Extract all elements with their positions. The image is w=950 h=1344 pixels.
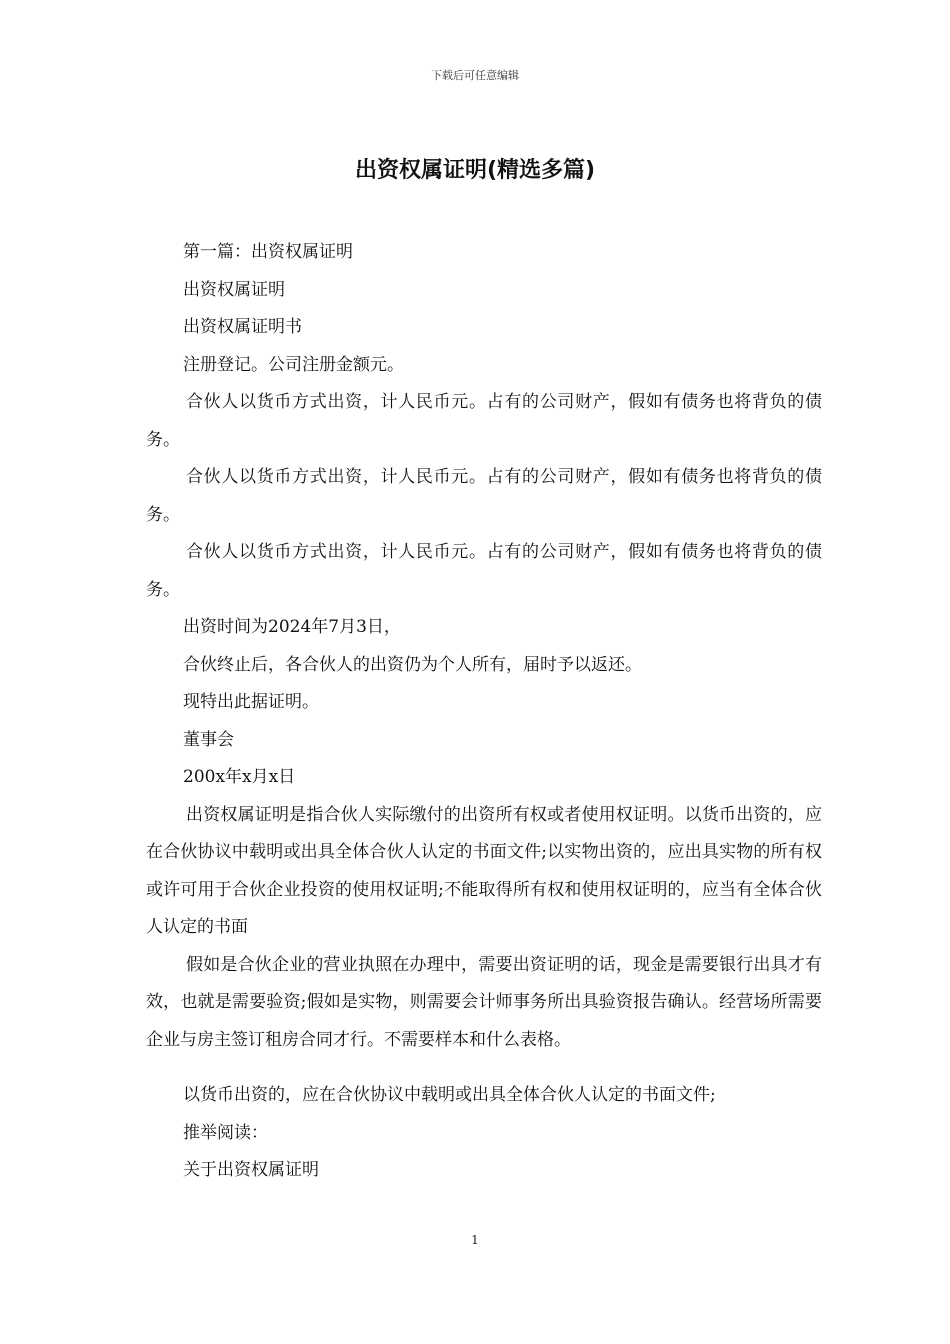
text-line: 以货币出资的，应在合伙协议中载明或出具全体合伙人认定的书面文件; (183, 1085, 716, 1105)
paragraph: 合伙人以货币方式出资，计人民币元。占有的公司财产，假如有债务也将背负的债务。 (146, 542, 822, 600)
date-line: 200x年x月x日 (183, 767, 296, 787)
document-body (146, 234, 822, 1190)
text-line: 出资权属证明 (183, 279, 285, 300)
text-line: 合伙终止后，各合伙人的出资仍为个人所有，届时予以返还。 (183, 654, 642, 675)
text-line: 出资时间为2024年7月3日， (183, 617, 401, 637)
paragraph: 合伙人以货币方式出资，计人民币元。占有的公司财产，假如有债务也将背负的债务。 (146, 467, 822, 525)
paragraph: 合伙人以货币方式出资，计人民币元。占有的公司财产，假如有债务也将背负的债务。 (146, 392, 822, 450)
paragraph: 出资权属证明是指合伙人实际缴付的出资所有权或者使用权证明。以货币出资的，应在合伙协议中载明或出具全体合伙人认定的书面文件;以实物出资的，应出具实物的所有权或许可用于合伙企业投资的使用权证明;不能取得所有权和使用权证明的，应当有全体合伙人认定的书面 (146, 804, 822, 937)
page-number: 1 (471, 1233, 479, 1247)
spacer (146, 1059, 822, 1077)
text-line: 出资权属证明书 (183, 317, 302, 337)
paragraph: 假如是合伙企业的营业执照在办理中，需要出资证明的话，现金是需要银行出具才有效，也就是需要验资;假如是实物，则需要会计师事务所出具验资报告确认。经营场所需要企业与房主签订租房合同才行。不需要样本和什么表格。 (146, 954, 822, 1050)
text-line: 推举阅读： (183, 1122, 268, 1143)
text-line: 注册登记。公司注册金额元。 (183, 354, 404, 375)
section-heading: 第一篇：出资权属证明 (183, 242, 353, 262)
text-line: 关于出资权属证明 (183, 1160, 319, 1180)
header-note: 下载后可任意编辑 (431, 69, 519, 82)
signature-label: 董事会 (183, 729, 234, 750)
document-title: 出资权属证明(精选多篇) (354, 158, 596, 183)
text-line: 现特出此据证明。 (183, 692, 319, 712)
